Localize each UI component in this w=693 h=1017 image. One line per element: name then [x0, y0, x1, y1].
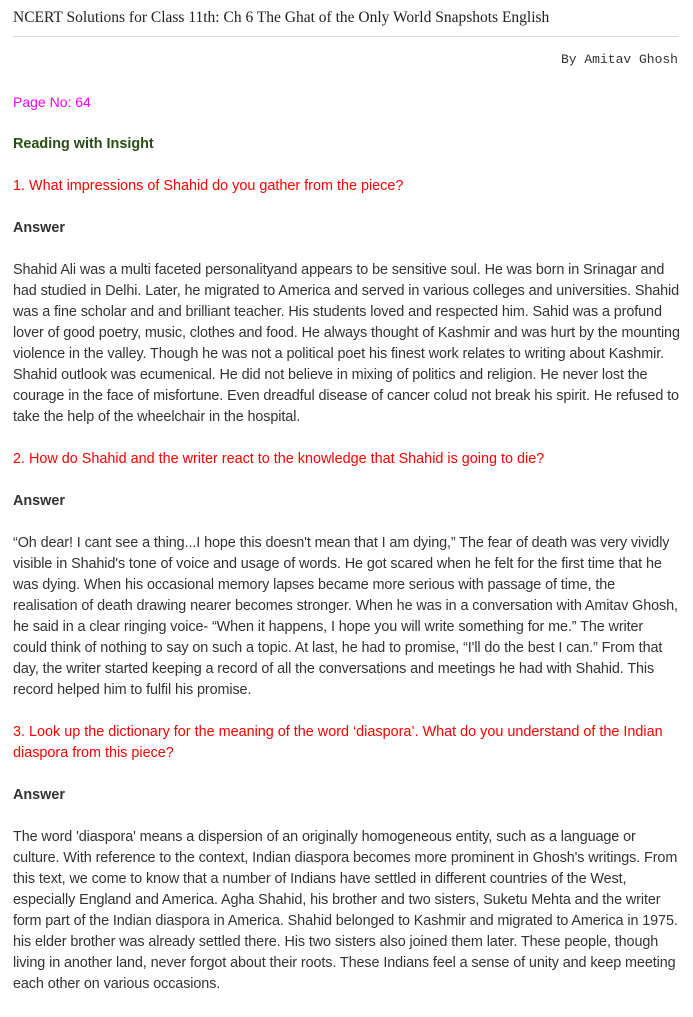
- qa-block-1: [13, 176, 680, 428]
- answer-text: Shahid Ali was a multi faceted personalityand appears to be sensitive soul. He was born in Srinagar and had studied in Delhi. Later, he migrated to America and served in various colleges and universities. Shahid was a fine scholar and and brilliant teacher. His students loved and respected him. Sahid was a profund lover of good poetry, music, clothes and food. He always thought of Kashmir and was hurt by the mounting violence in the valley. Though he was not a political poet his finest work relates to writing about Kashmir. Shahid outlook was ecumenical. He did not believe in mixing of politics and religion. He never lost the courage in the face of misfortune. Even dreadful disease of cancer colud not break his spirit. He refused to take the help of the wheelchair in the hospital.: [13, 262, 680, 425]
- article-content: [13, 92, 680, 1016]
- author-byline: By Amitav Ghosh: [560, 52, 678, 67]
- page-number: Page No: 64: [13, 94, 91, 110]
- answer-label: Answer: [13, 493, 65, 509]
- question-text: 1. What impressions of Shahid do you gather from the piece?: [13, 178, 404, 194]
- qa-block-2: [13, 449, 680, 701]
- answer-text: The word 'diaspora' means a dispersion of an originally homogeneous entity, such as a language or culture. With reference to the context, Indian diaspora becomes more prominent in Ghosh's writings. From this text, we come to know that a number of Indians have settled in different countries of the West, especially England and America. Agha Shahid, his brother and two sisters, Suketu Mehta and the writer form part of the Indian diaspora in America. Shahid belonged to Kashmir and migrated to America in 1975. his elder brother was already settled there. His two sisters also joined them later. These people, though living in another land, never forgot about their roots. These Indians feel a sense of unity and keep meeting each other on various occasions.: [13, 829, 678, 992]
- question-text: 2. How do Shahid and the writer react to the knowledge that Shahid is going to die?: [13, 451, 545, 467]
- question-text: 3. Look up the dictionary for the meaning of the word ‘diaspora’. What do you understand of the Indian diaspora from this piece?: [13, 724, 663, 761]
- header-divider: [13, 36, 678, 37]
- qa-block-3: [13, 722, 680, 995]
- answer-label: Answer: [13, 220, 65, 236]
- answer-label: Answer: [13, 787, 65, 803]
- page-title: NCERT Solutions for Class 11th: Ch 6 The Ghat of the Only World Snapshots English: [13, 9, 550, 26]
- section-heading: Reading with Insight: [13, 136, 154, 152]
- answer-text: “Oh dear! I cant see a thing...I hope this doesn't mean that I am dying,” The fear of death was very vividly visible in Shahid's tone of voice and usage of words. He got scared when he felt for the first time that he was dying. When his occasional memory lapses became more serious with passage of time, the realisation of death drawing nearer becomes stronger. When he was in a conversation with Amitav Ghosh, he said in a clear ringing voice- “When it happens, I hope you will write something for me.” The writer could think of nothing to say on such a topic. At last, he had to promise, “I'll do the best I can.” From that day, the writer started keeping a record of all the conversations and meetings he had with Shahid. This record helped him to fulfil his promise.: [13, 535, 678, 698]
